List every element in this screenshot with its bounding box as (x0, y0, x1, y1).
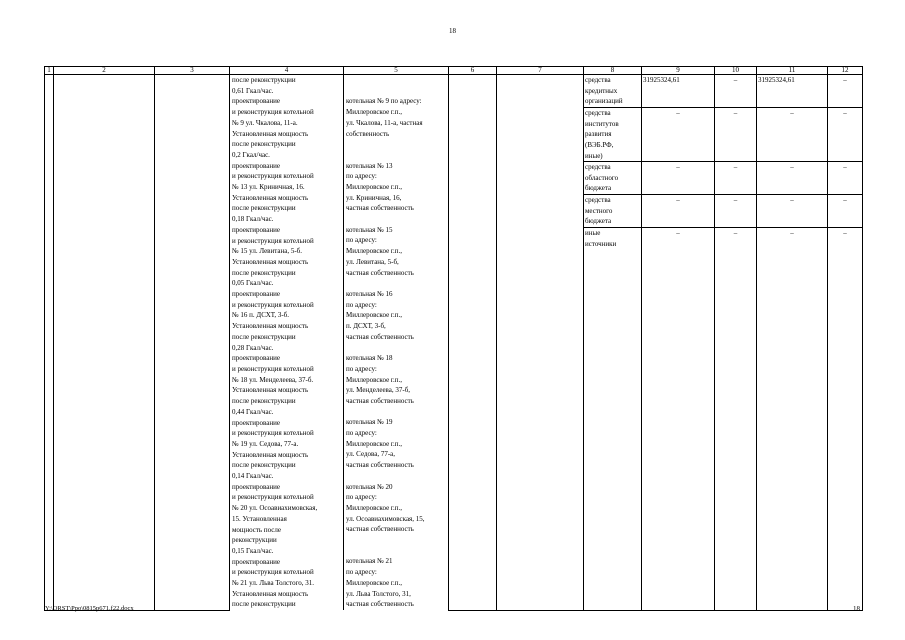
funding-value: – (642, 162, 714, 195)
col10-cell (715, 75, 757, 611)
funding-value: – (757, 108, 827, 162)
col-header: 5 (344, 67, 449, 75)
funding-source: иные источники (585, 229, 617, 248)
address-item: котельная № 15 по адресу: Миллеровское г.п., ул. Левитана, 5-б, частная собственность (346, 225, 414, 277)
funding-value: – (843, 229, 847, 237)
address-item: котельная № 21 по адресу: Миллеровское г.п., ул. Льва Толстого, 31, частная собственность (346, 557, 414, 609)
footer-file-path: Y:\ORST\Ppo\0815p671.f22.docx (45, 605, 134, 612)
col-header: 12 (828, 67, 863, 75)
page-number-bottom: 18 (853, 605, 860, 613)
boiler-address-cell (344, 75, 449, 611)
project-item: проектирование и реконструкция котельной № 9 ул. Чкалова, 11-а. Установленная мощность после реконструкции 0,2 Гкал/час. (232, 97, 314, 159)
column-number-row (45, 67, 863, 75)
funding-value: – (642, 195, 714, 228)
address-item: котельная № 13 по адресу: Миллеровское г.п., ул. Криничная, 16, частная собственность (346, 161, 414, 213)
col9-cell (642, 75, 715, 611)
funding-value: – (676, 229, 680, 237)
address-item: котельная № 20 по адресу: Миллеровское г.п., ул. Осоавиахимовская, 15, частная собственность (346, 482, 425, 534)
address-item: котельная № 9 по адресу: Миллеровское г.п., ул. Чкалова, 11-а, частная собственность (346, 97, 423, 138)
funding-source: средства областного бюджета (584, 162, 641, 195)
funding-value: – (715, 162, 756, 195)
col-header: 1 (45, 67, 54, 75)
funding-value: – (715, 75, 756, 108)
funding-value: – (757, 195, 827, 228)
funding-value: – (828, 195, 862, 228)
address-item: котельная № 19 по адресу: Миллеровское г.п., ул. Седова, 77-а, частная собственность (346, 418, 414, 470)
col-header: 3 (155, 67, 230, 75)
col-header: 7 (497, 67, 584, 75)
col-header: 4 (230, 67, 344, 75)
funding-value: – (642, 108, 714, 162)
funding-source: средства кредитных организаций (584, 75, 641, 108)
address-item (346, 75, 446, 96)
funding-value: 31925324,61 (757, 75, 827, 108)
col-header: 9 (642, 67, 715, 75)
address-item: котельная № 18 по адресу: Миллеровское г.п., ул. Менделеева, 37-б, частная собственность (346, 354, 414, 405)
funding-value: – (733, 229, 738, 237)
project-item: проектирование и реконструкция котельной № 20 ул. Осоавиахимовская, 15. Установленная мощность после реконструкции 0,15 Гкал/час. (232, 482, 318, 555)
funding-value: – (757, 162, 827, 195)
funding-source-cell (584, 75, 642, 611)
funding-value: – (828, 108, 862, 162)
project-item: проектирование и реконструкция котельной № 16 п. ДСХТ, 3-б. Установленная мощность после реконструкции 0,28 Гкал/час. (232, 290, 314, 352)
col-header: 2 (54, 67, 155, 75)
project-item: проектирование и реконструкция котельной № 13 ул. Криничная, 16. Установленная мощность после реконструкции 0,18 Гкал/час. (232, 161, 314, 224)
project-description-cell (230, 75, 344, 611)
funding-value: – (828, 75, 862, 108)
funding-value: – (828, 162, 862, 195)
content-row (45, 75, 863, 611)
col11-cell (757, 75, 828, 611)
col-header: 10 (715, 67, 757, 75)
funding-value: 31925324,61 (642, 75, 714, 108)
project-item: проектирование и реконструкция котельной № 21 ул. Льва Толстого, 31. Установленная мощность после реконструкции (232, 557, 315, 609)
funding-value: – (790, 229, 794, 237)
funding-value: – (715, 108, 756, 162)
project-item: проектирование и реконструкция котельной № 18 ул. Менделеева, 37-б. Установленная мощность после реконструкции 0,44 Гкал/час. (232, 354, 314, 416)
project-item: проектирование и реконструкция котельной № 15 ул. Левитана, 5-б. Установленная мощность после реконструкции 0,05 Гкал/час. (232, 225, 314, 288)
funding-source: средства институтов развития (ВЭБ.РФ, иные) (584, 108, 641, 162)
funding-value: – (715, 195, 756, 228)
col-header: 6 (449, 67, 497, 75)
col-header: 8 (584, 67, 642, 75)
address-item: котельная № 16 по адресу: Миллеровское г.п., п. ДСХТ, 3-б, частная собственность (346, 289, 414, 341)
project-item: проектирование и реконструкция котельной № 19 ул. Седова, 77-а. Установленная мощность после реконструкции 0,14 Гкал/час. (232, 418, 314, 481)
funding-source: средства местного бюджета (584, 195, 641, 228)
project-item: после реконструкции 0,61 Гкал/час. (232, 76, 296, 95)
col-header: 11 (757, 67, 828, 75)
funding-table (44, 66, 863, 611)
page-number-top: 18 (449, 27, 456, 35)
col12-cell (828, 75, 863, 611)
